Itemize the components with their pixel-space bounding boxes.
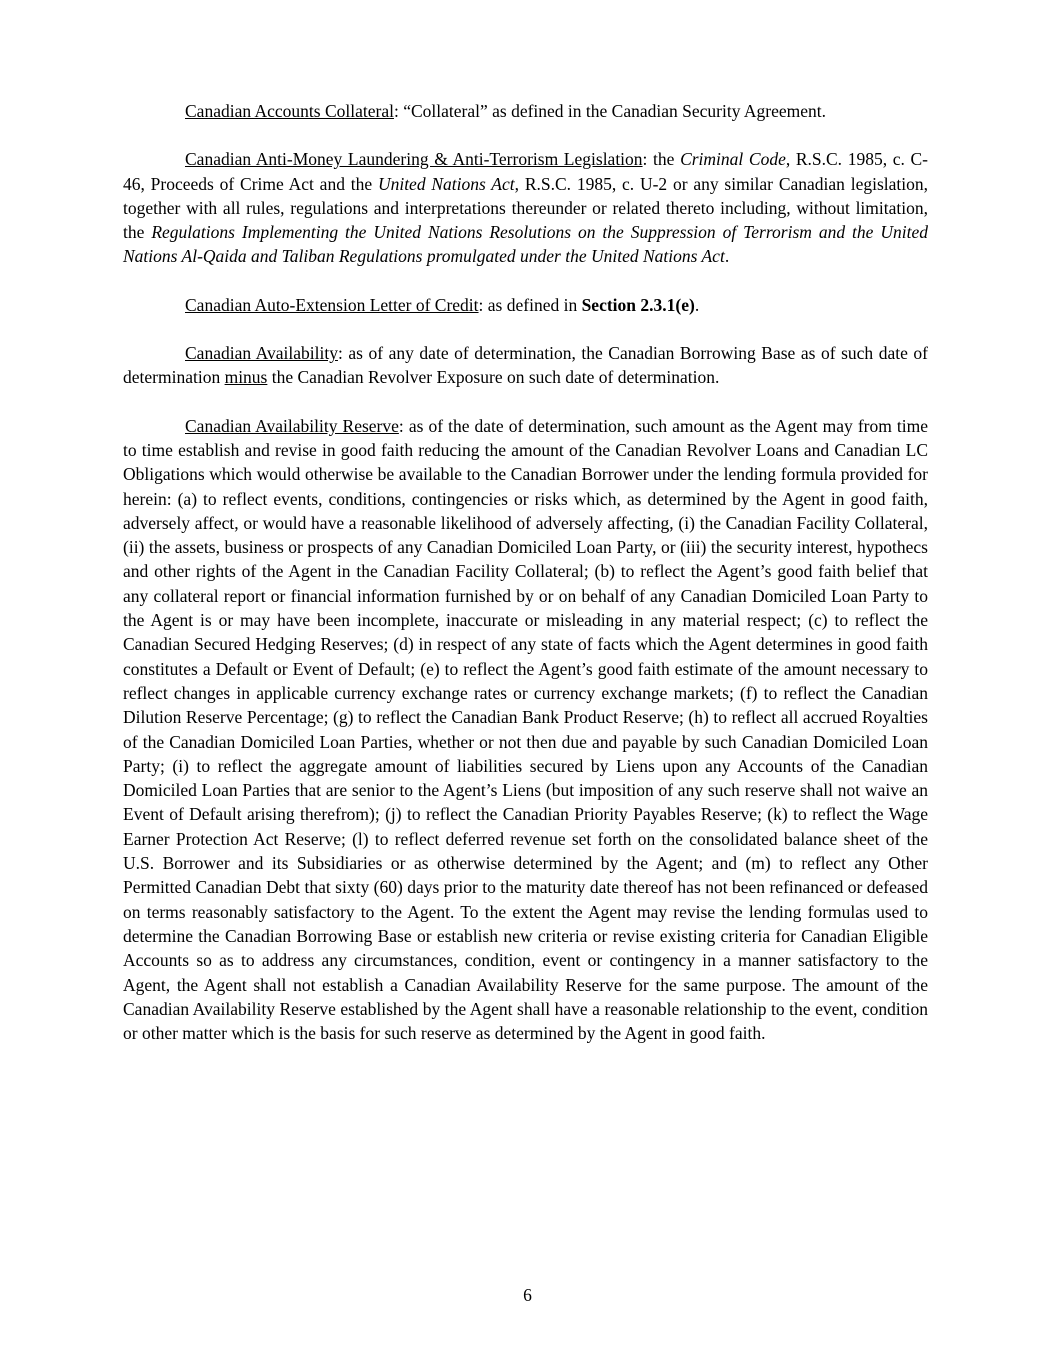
paragraph-canadian-anti-money-laundering-legislation bbox=[123, 147, 928, 268]
text-run: : as of any date of determination, the Canadian Borrowing Base as of such date of determination bbox=[123, 343, 928, 388]
text-run: Section 2.3.1(e) bbox=[581, 294, 695, 315]
text-run: : as of the date of determination, such amount as the Agent may from time to time establish and revise in good faith reducing the amount of the Canadian Revolver Loans and Canadian LC Obligations which would otherwise be available to the Canadian Borrower under the lending formula provided for herein: (a) to reflect events, conditions, contingencies or risks which, as determined by the Agent in good faith, adversely affect, or would have a reasonable likelihood of adversely affecting, (i) the Canadian Facility Collateral, (ii) the assets, business or prospects of any Canadian Domiciled Loan Party, or (iii) the security interest, hypothecs and other rights of the Agent in the Canadian Facility Collateral; (b) to reflect the Agent’s good faith belief that any collateral report or financial information furnished by or on behalf of any Canadian Domiciled Loan Party to the Agent is or may have been incomplete, inaccurate or misleading in any material respect; (c) to reflect the Canadian Secured Hedging Reserves; (d) in respect of any state of facts which the Agent determines in good faith constitutes a Default or Event of Default; (e) to reflect the Agent’s good faith estimate of the amount necessary to reflect changes in applicable currency exchange rates or currency exchange markets; (f) to reflect the Canadian Dilution Reserve Percentage; (g) to reflect the Canadian Bank Product Reserve; (h) to reflect all accrued Royalties of the Canadian Domiciled Loan Parties, whether or not then due and payable by such Canadian Domiciled Loan Party; (i) to reflect the aggregate amount of liabilities secured by Liens upon any Accounts of the Canadian Domiciled Loan Parties that are senior to the Agent’s Liens (but imposition of any such reserve shall not waive an Event of Default arising therefrom); (j) to reflect the Canadian Priority Payables Reserve; (k) to reflect the Wage Earner Protection Act Reserve; (l) to reflect deferred revenue set forth on the consolidated balance sheet of the U.S. Borrower and its Subsidiaries or as otherwise determined by the Agent; and (m) to reflect any Other Permitted Canadian Debt that sixty (60) days prior to the maturity date thereof has not been refinanced or defeased on terms reasonably satisfactory to the Agent. To the extent the Agent may revise the lending formulas used to determine the Canadian Borrowing Base or establish new criteria or revise existing criteria for Canadian Eligible Accounts so as to address any circumstances, condition, event or contingency in a manner satisfactory to the Agent, the Agent shall not establish a Canadian Availability Reserve for the same purpose. The amount of the Canadian Availability Reserve established by the Agent shall have a reasonable relationship to the event, condition or other matter which is the basis for such reserve as determined by the Agent in good faith. bbox=[123, 415, 929, 1044]
text-run: Canadian Availability bbox=[185, 343, 338, 364]
document-body bbox=[123, 99, 928, 1069]
text-run: : “Collateral” as defined in the Canadian Security Agreement. bbox=[393, 101, 826, 121]
paragraph-canadian-availability bbox=[123, 341, 928, 390]
page-number: 6 bbox=[523, 1285, 532, 1305]
text-run: United Nations Act bbox=[377, 173, 515, 194]
text-run: Canadian Anti-Money Laundering & Anti-Terrorism Legislation bbox=[185, 149, 643, 170]
text-run: , R.S.C. 1985, c. C-46, Proceeds of Crime Act and the bbox=[123, 149, 928, 194]
text-run: the Canadian Revolver Exposure on such date of determination. bbox=[267, 367, 720, 388]
text-run: Regulations Implementing the United Nations Resolutions on the Suppression of Terrorism and the United Nations Al-Qaida and Taliban Regulations promulgated under the United Nations Act bbox=[123, 222, 928, 267]
text-run: : as defined in bbox=[478, 294, 582, 315]
text-run: : the bbox=[642, 149, 681, 170]
text-run: , R.S.C. 1985, c. U-2 or any similar Canadian legislation, together with all rules, regulations and interpretations thereunder or related thereto including, without limitation, the bbox=[123, 173, 928, 243]
paragraph-canadian-auto-extension-letter-of-credit bbox=[123, 293, 928, 317]
text-run: Canadian Accounts Collateral bbox=[185, 101, 394, 121]
text-run: Canadian Availability Reserve bbox=[185, 415, 399, 436]
text-run: minus bbox=[224, 367, 268, 388]
paragraph-canadian-accounts-collateral bbox=[123, 99, 928, 123]
text-run: Criminal Code bbox=[680, 149, 786, 170]
text-run: . bbox=[724, 246, 730, 267]
text-run: . bbox=[694, 294, 700, 315]
text-run: Canadian Auto-Extension Letter of Credit bbox=[185, 294, 479, 315]
paragraph-canadian-availability-reserve bbox=[123, 414, 928, 1046]
